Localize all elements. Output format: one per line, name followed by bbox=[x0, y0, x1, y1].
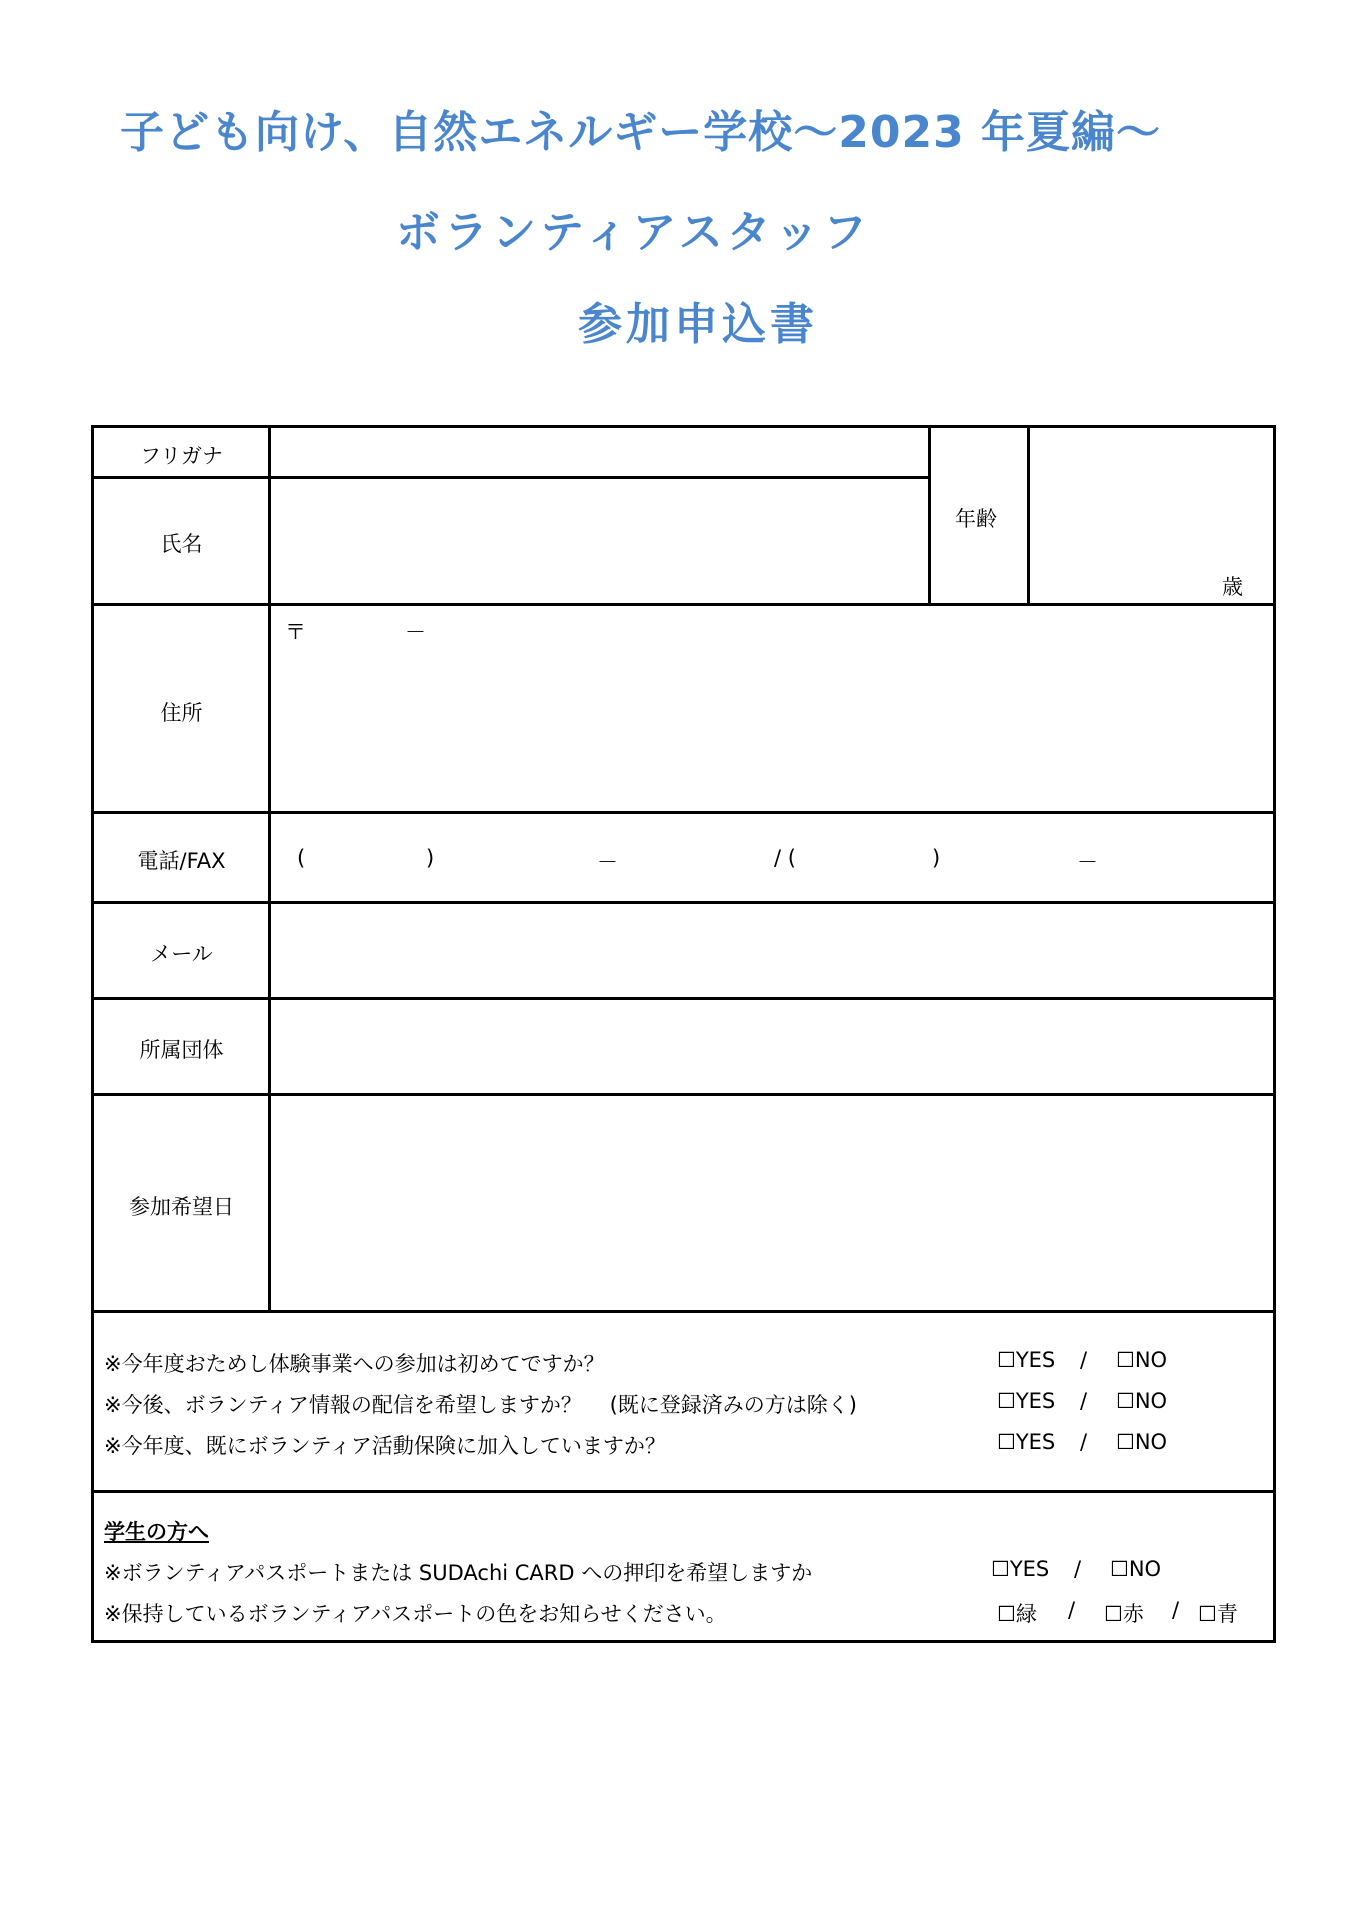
phone-open-paren: ( bbox=[297, 846, 306, 870]
postal-dash: － bbox=[405, 620, 426, 644]
age-label: 年齢 bbox=[955, 507, 997, 531]
question-3: ※今年度、既にボランティア活動保険に加入していますか？ bbox=[104, 1434, 666, 1458]
postal-mark: 〒 bbox=[285, 620, 306, 644]
furigana-label: フリガナ bbox=[140, 444, 223, 468]
students-heading: 学生の方へ bbox=[104, 1520, 209, 1544]
passport-sep-2: / bbox=[1172, 1598, 1180, 1622]
org-label: 所属団体 bbox=[139, 1038, 224, 1062]
question-2: ※今後、ボランティア情報の配信を希望しますか？ (既に登録済みの方は除く) bbox=[104, 1393, 857, 1417]
student-question-2: ※保持しているボランティアパスポートの色をお知らせください。 bbox=[104, 1602, 727, 1626]
phone-bottom-line bbox=[91, 901, 1276, 904]
questions-bottom-line bbox=[91, 1490, 1276, 1493]
fax-separator: / ( bbox=[774, 846, 796, 870]
fax-close-paren: ) bbox=[932, 846, 941, 870]
passport-green-option[interactable]: ☐緑 bbox=[997, 1602, 1037, 1626]
question-1-no[interactable]: ☐NO bbox=[1116, 1348, 1168, 1372]
fax-dash: － bbox=[1077, 850, 1098, 874]
question-1-yes[interactable]: ☐YES bbox=[997, 1348, 1056, 1372]
student-question-1-sep: / bbox=[1074, 1557, 1082, 1581]
question-1-sep: / bbox=[1080, 1348, 1088, 1372]
title-line-1: 子ども向け、自然エネルギー学校～2023 年夏編～ bbox=[120, 107, 1162, 158]
student-question-1-no[interactable]: ☐NO bbox=[1110, 1557, 1162, 1581]
name-label: 氏名 bbox=[160, 532, 203, 556]
age-right-divider bbox=[1027, 425, 1030, 606]
furigana-bottom-line bbox=[91, 476, 931, 479]
age-left-divider bbox=[928, 425, 931, 606]
student-question-1: ※ボランティアパスポートまたは SUDAchi CARD への押印を希望しますか bbox=[104, 1561, 813, 1585]
mail-label: メール bbox=[150, 942, 213, 966]
question-3-no[interactable]: ☐NO bbox=[1116, 1430, 1168, 1454]
question-1: ※今年度おためし体験事業への参加は初めてですか？ bbox=[104, 1352, 605, 1376]
question-3-yes[interactable]: ☐YES bbox=[997, 1430, 1056, 1454]
name-bottom-line bbox=[91, 603, 1276, 606]
question-2-sep: / bbox=[1080, 1389, 1088, 1413]
passport-blue-option[interactable]: ☐青 bbox=[1198, 1602, 1238, 1626]
title-line-2: ボランティアスタッフ bbox=[396, 207, 871, 258]
phone-dash: － bbox=[597, 850, 618, 874]
address-bottom-line bbox=[91, 811, 1276, 814]
question-3-sep: / bbox=[1080, 1430, 1088, 1454]
passport-sep-1: / bbox=[1068, 1598, 1076, 1622]
phone-label: 電話/FAX bbox=[137, 849, 226, 873]
student-question-1-yes[interactable]: ☐YES bbox=[991, 1557, 1050, 1581]
title-line-3: 参加申込書 bbox=[578, 299, 818, 350]
question-2-yes[interactable]: ☐YES bbox=[997, 1389, 1056, 1413]
age-unit: 歳 bbox=[1222, 575, 1243, 599]
address-label: 住所 bbox=[160, 701, 203, 725]
passport-red-option[interactable]: ☐赤 bbox=[1104, 1602, 1144, 1626]
date-label: 参加希望日 bbox=[129, 1195, 234, 1219]
phone-close-paren: ) bbox=[426, 846, 435, 870]
question-2-no[interactable]: ☐NO bbox=[1116, 1389, 1168, 1413]
mail-bottom-line bbox=[91, 997, 1276, 1000]
org-bottom-line bbox=[91, 1093, 1276, 1096]
date-bottom-line bbox=[91, 1310, 1276, 1313]
